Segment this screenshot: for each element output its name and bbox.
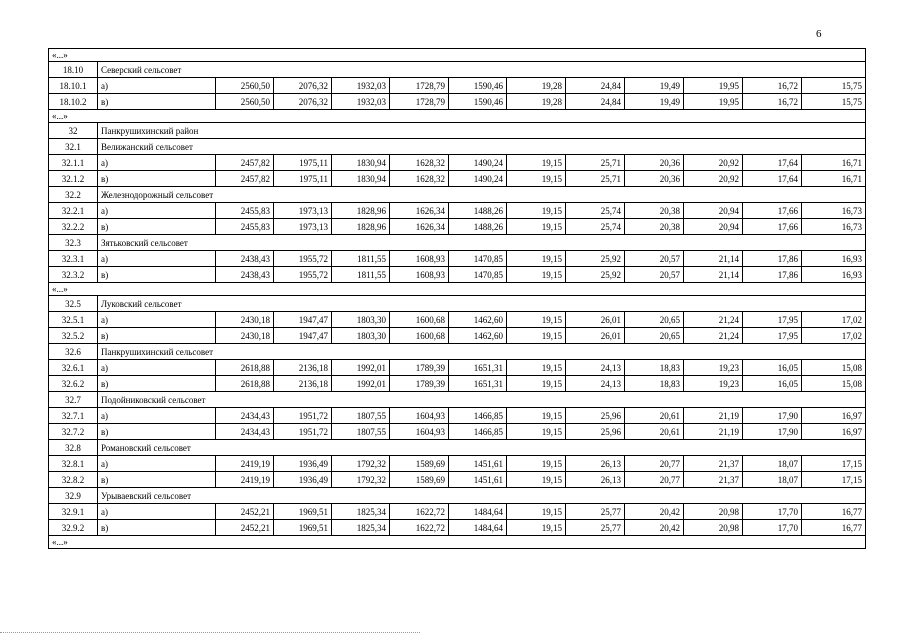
- value-cell: 25,71: [566, 155, 625, 171]
- value-cell: 1792,32: [332, 472, 390, 488]
- value-cell: 19,28: [507, 78, 566, 94]
- ellipsis-row: [49, 49, 866, 62]
- value-cell: 1451,61: [449, 456, 507, 472]
- row-label: в): [98, 219, 216, 235]
- value-cell: 1803,30: [332, 312, 390, 328]
- tariff-table: [48, 48, 866, 549]
- table-row: [49, 424, 866, 440]
- value-cell: 17,86: [743, 267, 802, 283]
- section-heading-row: [49, 235, 866, 251]
- value-cell: 1470,85: [449, 267, 507, 283]
- section-name: Панкрушихинский район: [98, 123, 866, 139]
- ellipsis-mark: «...»: [49, 110, 866, 123]
- value-cell: 20,42: [625, 504, 684, 520]
- value-cell: 17,66: [743, 219, 802, 235]
- ellipsis-row: [49, 283, 866, 296]
- row-code: 32.8.1: [49, 456, 98, 472]
- value-cell: 17,02: [802, 312, 866, 328]
- value-cell: 17,02: [802, 328, 866, 344]
- value-cell: 2455,83: [216, 203, 274, 219]
- value-cell: 19,49: [625, 94, 684, 110]
- value-cell: 25,96: [566, 424, 625, 440]
- ellipsis-mark: «...»: [49, 49, 866, 62]
- value-cell: 16,93: [802, 251, 866, 267]
- value-cell: 2419,19: [216, 456, 274, 472]
- row-code: 32.2.2: [49, 219, 98, 235]
- value-cell: 15,08: [802, 360, 866, 376]
- page-number: 6: [816, 28, 822, 40]
- section-heading-row: [49, 139, 866, 155]
- value-cell: 1830,94: [332, 171, 390, 187]
- value-cell: 15,75: [802, 94, 866, 110]
- row-label: в): [98, 376, 216, 392]
- value-cell: 16,71: [802, 171, 866, 187]
- table-row: [49, 94, 866, 110]
- row-code: 18.10.1: [49, 78, 98, 94]
- value-cell: 1626,34: [390, 203, 449, 219]
- value-cell: 16,93: [802, 267, 866, 283]
- row-code: 32.7: [49, 392, 98, 408]
- value-cell: 20,65: [625, 328, 684, 344]
- value-cell: 1462,60: [449, 312, 507, 328]
- value-cell: 15,75: [802, 78, 866, 94]
- value-cell: 17,70: [743, 520, 802, 536]
- value-cell: 19,15: [507, 203, 566, 219]
- table-row: [49, 219, 866, 235]
- value-cell: 1825,34: [332, 520, 390, 536]
- value-cell: 21,14: [684, 251, 743, 267]
- row-label: в): [98, 171, 216, 187]
- value-cell: 20,77: [625, 472, 684, 488]
- value-cell: 2434,43: [216, 408, 274, 424]
- value-cell: 25,74: [566, 219, 625, 235]
- row-code: 32.9.1: [49, 504, 98, 520]
- value-cell: 2457,82: [216, 171, 274, 187]
- value-cell: 1932,03: [332, 94, 390, 110]
- value-cell: 1789,39: [390, 376, 449, 392]
- value-cell: 1828,96: [332, 219, 390, 235]
- section-heading-row: [49, 344, 866, 360]
- value-cell: 1728,79: [390, 94, 449, 110]
- section-heading-row: [49, 488, 866, 504]
- row-label: в): [98, 94, 216, 110]
- row-code: 32.5.1: [49, 312, 98, 328]
- value-cell: 1589,69: [390, 472, 449, 488]
- value-cell: 18,83: [625, 360, 684, 376]
- value-cell: 2438,43: [216, 267, 274, 283]
- value-cell: 1651,31: [449, 360, 507, 376]
- table-row: [49, 267, 866, 283]
- value-cell: 1969,51: [274, 504, 332, 520]
- table-row: [49, 520, 866, 536]
- value-cell: 26,13: [566, 456, 625, 472]
- value-cell: 21,14: [684, 267, 743, 283]
- section-heading-row: [49, 187, 866, 203]
- value-cell: 1969,51: [274, 520, 332, 536]
- section-name: Луковский сельсовет: [98, 296, 866, 312]
- value-cell: 1466,85: [449, 408, 507, 424]
- value-cell: 17,66: [743, 203, 802, 219]
- row-label: а): [98, 408, 216, 424]
- value-cell: 20,98: [684, 520, 743, 536]
- row-code: 32.2: [49, 187, 98, 203]
- value-cell: 19,15: [507, 251, 566, 267]
- value-cell: 1484,64: [449, 520, 507, 536]
- section-name: Велижанский сельсовет: [98, 139, 866, 155]
- value-cell: 19,15: [507, 312, 566, 328]
- table-row: [49, 78, 866, 94]
- value-cell: 1466,85: [449, 424, 507, 440]
- value-cell: 2434,43: [216, 424, 274, 440]
- value-cell: 1608,93: [390, 267, 449, 283]
- section-name: Зятьковский сельсовет: [98, 235, 866, 251]
- section-heading-row: [49, 123, 866, 139]
- value-cell: 21,19: [684, 408, 743, 424]
- row-code: 32.5: [49, 296, 98, 312]
- value-cell: 1975,11: [274, 171, 332, 187]
- value-cell: 20,57: [625, 267, 684, 283]
- section-heading-row: [49, 62, 866, 78]
- row-code: 32.3.1: [49, 251, 98, 267]
- value-cell: 1955,72: [274, 251, 332, 267]
- value-cell: 20,61: [625, 424, 684, 440]
- table-row: [49, 408, 866, 424]
- value-cell: 19,15: [507, 424, 566, 440]
- row-code: 32.3.2: [49, 267, 98, 283]
- row-label: в): [98, 424, 216, 440]
- row-label: а): [98, 203, 216, 219]
- value-cell: 1792,32: [332, 456, 390, 472]
- value-cell: 16,97: [802, 408, 866, 424]
- value-cell: 18,83: [625, 376, 684, 392]
- value-cell: 1947,47: [274, 312, 332, 328]
- value-cell: 1622,72: [390, 504, 449, 520]
- row-code: 32.8: [49, 440, 98, 456]
- value-cell: 26,01: [566, 328, 625, 344]
- value-cell: 1488,26: [449, 203, 507, 219]
- value-cell: 2438,43: [216, 251, 274, 267]
- value-cell: 1490,24: [449, 171, 507, 187]
- value-cell: 24,84: [566, 94, 625, 110]
- value-cell: 20,92: [684, 171, 743, 187]
- section-heading-row: [49, 440, 866, 456]
- value-cell: 1651,31: [449, 376, 507, 392]
- row-label: в): [98, 328, 216, 344]
- value-cell: 19,15: [507, 219, 566, 235]
- value-cell: 2560,50: [216, 94, 274, 110]
- value-cell: 1490,24: [449, 155, 507, 171]
- value-cell: 17,15: [802, 456, 866, 472]
- value-cell: 1622,72: [390, 520, 449, 536]
- value-cell: 2455,83: [216, 219, 274, 235]
- table-row: [49, 155, 866, 171]
- row-code: 32.7.1: [49, 408, 98, 424]
- value-cell: 16,71: [802, 155, 866, 171]
- value-cell: 2430,18: [216, 328, 274, 344]
- table-body: [49, 49, 866, 549]
- value-cell: 1955,72: [274, 267, 332, 283]
- value-cell: 25,92: [566, 251, 625, 267]
- value-cell: 1828,96: [332, 203, 390, 219]
- value-cell: 1600,68: [390, 328, 449, 344]
- value-cell: 1626,34: [390, 219, 449, 235]
- row-label: в): [98, 472, 216, 488]
- value-cell: 19,95: [684, 94, 743, 110]
- row-label: а): [98, 251, 216, 267]
- value-cell: 1951,72: [274, 424, 332, 440]
- row-label: а): [98, 360, 216, 376]
- value-cell: 1608,93: [390, 251, 449, 267]
- value-cell: 16,77: [802, 520, 866, 536]
- row-code: 32.5.2: [49, 328, 98, 344]
- value-cell: 17,90: [743, 408, 802, 424]
- value-cell: 1803,30: [332, 328, 390, 344]
- value-cell: 1951,72: [274, 408, 332, 424]
- section-name: Северский сельсовет: [98, 62, 866, 78]
- value-cell: 1484,64: [449, 504, 507, 520]
- row-label: а): [98, 155, 216, 171]
- value-cell: 1728,79: [390, 78, 449, 94]
- value-cell: 17,64: [743, 155, 802, 171]
- row-label: в): [98, 520, 216, 536]
- table-row: [49, 360, 866, 376]
- value-cell: 19,15: [507, 472, 566, 488]
- value-cell: 19,15: [507, 504, 566, 520]
- value-cell: 16,05: [743, 360, 802, 376]
- value-cell: 17,64: [743, 171, 802, 187]
- value-cell: 25,71: [566, 171, 625, 187]
- value-cell: 20,94: [684, 219, 743, 235]
- row-code: 32.9.2: [49, 520, 98, 536]
- value-cell: 16,05: [743, 376, 802, 392]
- value-cell: 15,08: [802, 376, 866, 392]
- value-cell: 2618,88: [216, 360, 274, 376]
- table-row: [49, 456, 866, 472]
- value-cell: 2618,88: [216, 376, 274, 392]
- value-cell: 16,97: [802, 424, 866, 440]
- value-cell: 19,23: [684, 360, 743, 376]
- table-row: [49, 328, 866, 344]
- value-cell: 16,72: [743, 78, 802, 94]
- value-cell: 2560,50: [216, 78, 274, 94]
- value-cell: 1470,85: [449, 251, 507, 267]
- value-cell: 1789,39: [390, 360, 449, 376]
- row-code: 32.2.1: [49, 203, 98, 219]
- value-cell: 1600,68: [390, 312, 449, 328]
- value-cell: 1975,11: [274, 155, 332, 171]
- value-cell: 24,13: [566, 376, 625, 392]
- value-cell: 24,84: [566, 78, 625, 94]
- value-cell: 21,37: [684, 456, 743, 472]
- section-name: Романовский сельсовет: [98, 440, 866, 456]
- value-cell: 25,77: [566, 520, 625, 536]
- row-label: а): [98, 78, 216, 94]
- value-cell: 1628,32: [390, 171, 449, 187]
- section-heading-row: [49, 392, 866, 408]
- table-row: [49, 251, 866, 267]
- value-cell: 2457,82: [216, 155, 274, 171]
- value-cell: 19,15: [507, 171, 566, 187]
- value-cell: 2452,21: [216, 504, 274, 520]
- value-cell: 1936,49: [274, 472, 332, 488]
- value-cell: 25,96: [566, 408, 625, 424]
- value-cell: 19,15: [507, 155, 566, 171]
- row-code: 32.1.2: [49, 171, 98, 187]
- value-cell: 20,38: [625, 203, 684, 219]
- value-cell: 2452,21: [216, 520, 274, 536]
- value-cell: 2419,19: [216, 472, 274, 488]
- row-label: а): [98, 456, 216, 472]
- value-cell: 25,92: [566, 267, 625, 283]
- value-cell: 21,24: [684, 328, 743, 344]
- row-code: 32.1.1: [49, 155, 98, 171]
- value-cell: 20,94: [684, 203, 743, 219]
- table-row: [49, 203, 866, 219]
- value-cell: 1488,26: [449, 219, 507, 235]
- value-cell: 1590,46: [449, 94, 507, 110]
- value-cell: 2136,18: [274, 376, 332, 392]
- ellipsis-mark: «...»: [49, 283, 866, 296]
- value-cell: 19,23: [684, 376, 743, 392]
- value-cell: 19,15: [507, 520, 566, 536]
- value-cell: 19,15: [507, 267, 566, 283]
- value-cell: 19,15: [507, 360, 566, 376]
- value-cell: 16,77: [802, 504, 866, 520]
- value-cell: 1830,94: [332, 155, 390, 171]
- row-code: 18.10: [49, 62, 98, 78]
- value-cell: 1604,93: [390, 424, 449, 440]
- row-code: 32.9: [49, 488, 98, 504]
- row-code: 32.1: [49, 139, 98, 155]
- value-cell: 20,36: [625, 155, 684, 171]
- value-cell: 16,73: [802, 203, 866, 219]
- value-cell: 20,98: [684, 504, 743, 520]
- value-cell: 2136,18: [274, 360, 332, 376]
- value-cell: 20,92: [684, 155, 743, 171]
- value-cell: 20,57: [625, 251, 684, 267]
- value-cell: 1932,03: [332, 78, 390, 94]
- row-label: а): [98, 312, 216, 328]
- value-cell: 26,13: [566, 472, 625, 488]
- section-name: Подойниковский сельсовет: [98, 392, 866, 408]
- value-cell: 17,90: [743, 424, 802, 440]
- value-cell: 20,77: [625, 456, 684, 472]
- value-cell: 20,65: [625, 312, 684, 328]
- value-cell: 18,07: [743, 472, 802, 488]
- row-label: а): [98, 504, 216, 520]
- value-cell: 19,15: [507, 408, 566, 424]
- value-cell: 2076,32: [274, 78, 332, 94]
- table-row: [49, 171, 866, 187]
- row-code: 32.6: [49, 344, 98, 360]
- table-row: [49, 376, 866, 392]
- value-cell: 1811,55: [332, 267, 390, 283]
- value-cell: 17,95: [743, 312, 802, 328]
- table-row: [49, 472, 866, 488]
- row-code: 32.6.1: [49, 360, 98, 376]
- value-cell: 1628,32: [390, 155, 449, 171]
- value-cell: 1992,01: [332, 376, 390, 392]
- row-code: 32.6.2: [49, 376, 98, 392]
- table-row: [49, 504, 866, 520]
- row-code: 32.8.2: [49, 472, 98, 488]
- value-cell: 25,77: [566, 504, 625, 520]
- page-bottom-rule: [0, 632, 420, 633]
- value-cell: 17,15: [802, 472, 866, 488]
- value-cell: 20,36: [625, 171, 684, 187]
- value-cell: 1604,93: [390, 408, 449, 424]
- value-cell: 1936,49: [274, 456, 332, 472]
- ellipsis-mark: «...»: [49, 536, 866, 549]
- value-cell: 17,95: [743, 328, 802, 344]
- value-cell: 20,38: [625, 219, 684, 235]
- section-name: Железнодорожный сельсовет: [98, 187, 866, 203]
- value-cell: 2076,32: [274, 94, 332, 110]
- value-cell: 19,95: [684, 78, 743, 94]
- section-name: Урываевский сельсовет: [98, 488, 866, 504]
- value-cell: 26,01: [566, 312, 625, 328]
- row-label: в): [98, 267, 216, 283]
- row-code: 32.7.2: [49, 424, 98, 440]
- value-cell: 1807,55: [332, 424, 390, 440]
- value-cell: 21,37: [684, 472, 743, 488]
- value-cell: 19,15: [507, 456, 566, 472]
- value-cell: 1973,13: [274, 203, 332, 219]
- table-row: [49, 312, 866, 328]
- value-cell: 1973,13: [274, 219, 332, 235]
- value-cell: 1992,01: [332, 360, 390, 376]
- value-cell: 1825,34: [332, 504, 390, 520]
- value-cell: 1451,61: [449, 472, 507, 488]
- value-cell: 1807,55: [332, 408, 390, 424]
- value-cell: 21,24: [684, 312, 743, 328]
- value-cell: 16,72: [743, 94, 802, 110]
- value-cell: 20,42: [625, 520, 684, 536]
- row-code: 32.3: [49, 235, 98, 251]
- value-cell: 25,74: [566, 203, 625, 219]
- section-heading-row: [49, 296, 866, 312]
- value-cell: 19,15: [507, 376, 566, 392]
- value-cell: 19,49: [625, 78, 684, 94]
- section-name: Панкрушихинский сельсовет: [98, 344, 866, 360]
- value-cell: 20,61: [625, 408, 684, 424]
- value-cell: 1811,55: [332, 251, 390, 267]
- row-code: 32: [49, 123, 98, 139]
- value-cell: 1589,69: [390, 456, 449, 472]
- value-cell: 1462,60: [449, 328, 507, 344]
- value-cell: 19,15: [507, 328, 566, 344]
- value-cell: 17,70: [743, 504, 802, 520]
- value-cell: 1590,46: [449, 78, 507, 94]
- value-cell: 2430,18: [216, 312, 274, 328]
- value-cell: 19,28: [507, 94, 566, 110]
- row-code: 18.10.2: [49, 94, 98, 110]
- value-cell: 17,86: [743, 251, 802, 267]
- value-cell: 16,73: [802, 219, 866, 235]
- value-cell: 18,07: [743, 456, 802, 472]
- ellipsis-row: [49, 536, 866, 549]
- value-cell: 24,13: [566, 360, 625, 376]
- value-cell: 1947,47: [274, 328, 332, 344]
- value-cell: 21,19: [684, 424, 743, 440]
- ellipsis-row: [49, 110, 866, 123]
